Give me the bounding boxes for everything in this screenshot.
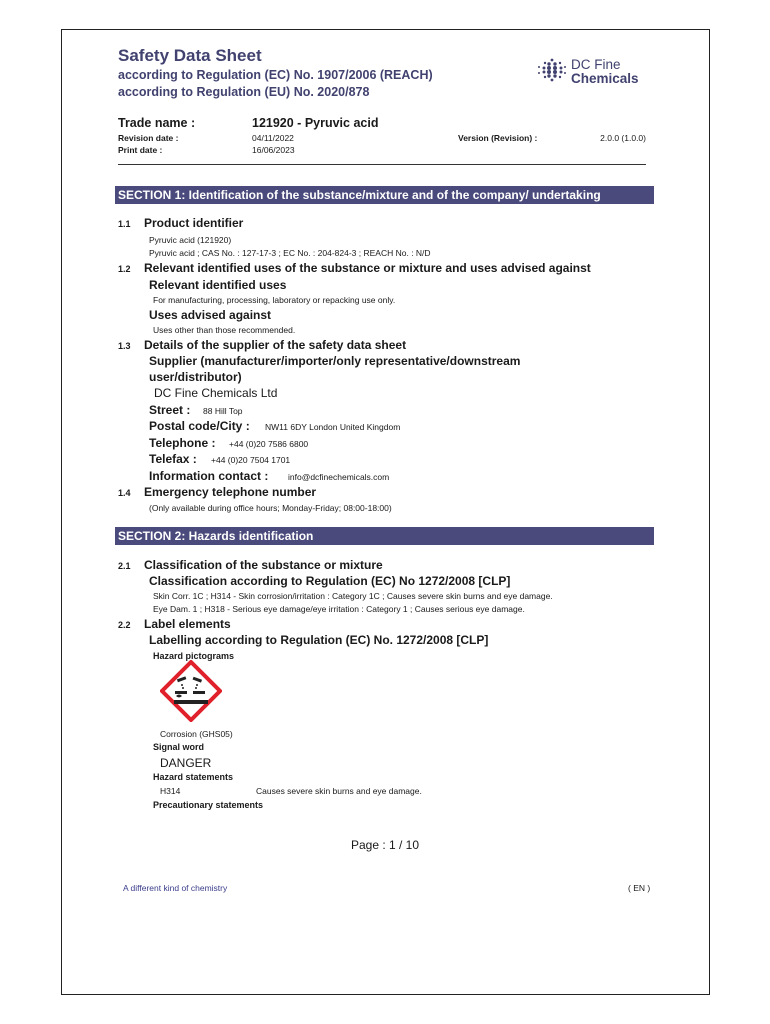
section-2-1-heading: Classification of the substance or mixture — [144, 558, 383, 572]
pictogram-caption: Corrosion (GHS05) — [160, 729, 233, 739]
section-1-1-number: 1.1 — [118, 219, 131, 229]
section-2-2-heading: Label elements — [144, 617, 231, 631]
product-identifier-line-1: Pyruvic acid (121920) — [149, 235, 232, 245]
telefax-label: Telefax : — [149, 452, 197, 466]
hazard-pictograms-heading: Hazard pictograms — [153, 651, 235, 661]
section-1-3-heading: Details of the supplier of the safety data sheet — [144, 338, 407, 352]
emergency-hours-text: (Only available during office hours; Monday-Friday; 08:00-18:00) — [149, 503, 392, 513]
print-date-label: Print date : — [118, 145, 163, 155]
signal-word-heading: Signal word — [153, 742, 205, 752]
telephone-label: Telephone : — [149, 436, 216, 450]
footer-language: ( EN ) — [628, 883, 651, 893]
company-name: DC Fine Chemicals Ltd — [154, 386, 278, 400]
classification-line-1: Skin Corr. 1C ; H314 - Skin corrosion/irritation : Category 1C ; Causes severe skin burns and eye damage. — [153, 591, 553, 601]
section-2-1-number: 2.1 — [118, 561, 131, 571]
regulation-line-2: according to Regulation (EU) No. 2020/878 — [118, 85, 370, 99]
page-number: Page : 1 / 10 — [350, 838, 420, 852]
classification-line-2: Eye Dam. 1 ; H318 - Serious eye damage/eye irritation : Category 1 ; Causes serious eye damage. — [153, 604, 525, 614]
information-contact-email[interactable]: info@dcfinechemicals.com — [288, 472, 390, 482]
relevant-uses-text: For manufacturing, processing, laboratory or repacking use only. — [153, 295, 396, 305]
revision-date-label: Revision date : — [118, 133, 179, 143]
labelling-clp-heading: Labelling according to Regulation (EC) No. 1272/2008 [CLP] — [149, 633, 489, 647]
information-contact-label: Information contact : — [149, 469, 269, 483]
telephone-value: +44 (0)20 7586 6800 — [229, 439, 309, 449]
signal-word-value: DANGER — [160, 756, 212, 770]
section-1-2-number: 1.2 — [118, 264, 131, 274]
supplier-heading-line-1: Supplier (manufacturer/importer/only representative/downstream — [149, 354, 521, 368]
hazard-statements-heading: Hazard statements — [153, 772, 234, 782]
street-value: 88 Hill Top — [203, 406, 243, 416]
trade-name-label: Trade name : — [118, 116, 196, 130]
section-2-header: SECTION 2: Hazards identification — [115, 527, 654, 545]
classification-clp-heading: Classification according to Regulation (EC) No 1272/2008 [CLP] — [149, 574, 511, 588]
trade-name-value: 121920 - Pyruvic acid — [252, 116, 379, 130]
molecule-dots-icon — [536, 57, 568, 83]
logo-text-line-1: DC Fine — [571, 57, 621, 72]
supplier-heading-line-2: user/distributor) — [149, 370, 242, 384]
telefax-value: +44 (0)20 7504 1701 — [211, 455, 291, 465]
section-1-4-heading: Emergency telephone number — [144, 485, 317, 499]
print-date-value: 16/06/2023 — [252, 145, 295, 155]
hazard-statement-text: Causes severe skin burns and eye damage. — [256, 786, 422, 796]
revision-date-value: 04/11/2022 — [252, 133, 294, 143]
uses-advised-against-text: Uses other than those recommended. — [153, 325, 296, 335]
header-divider — [118, 164, 646, 165]
postal-city-value: NW11 6DY London United Kingdom — [265, 422, 401, 432]
uses-advised-against-heading: Uses advised against — [149, 308, 272, 322]
street-label: Street : — [149, 403, 191, 417]
hazard-code: H314 — [160, 786, 181, 796]
section-1-4-number: 1.4 — [118, 488, 131, 498]
regulation-line-1: according to Regulation (EC) No. 1907/2006 (REACH) — [118, 68, 433, 82]
product-identifier-line-2: Pyruvic acid ; CAS No. : 127-17-3 ; EC No. : 204-824-3 ; REACH No. : N/D — [149, 248, 431, 258]
corrosion-ghs05-icon — [160, 660, 222, 722]
section-1-3-number: 1.3 — [118, 341, 131, 351]
document-title: Safety Data Sheet — [118, 46, 262, 65]
company-logo — [536, 57, 646, 87]
postal-city-label: Postal code/City : — [149, 419, 250, 433]
version-label: Version (Revision) : — [458, 133, 538, 143]
section-2-2-number: 2.2 — [118, 620, 131, 630]
logo-text-line-2: Chemicals — [571, 71, 639, 86]
section-1-1-heading: Product identifier — [144, 216, 244, 230]
relevant-uses-heading: Relevant identified uses — [149, 278, 287, 292]
version-value: 2.0.0 (1.0.0) — [600, 133, 646, 143]
footer-slogan: A different kind of chemistry — [123, 883, 228, 893]
precautionary-statements-heading: Precautionary statements — [153, 800, 264, 810]
section-1-header: SECTION 1: Identification of the substance/mixture and of the company/ undertaking — [115, 186, 654, 204]
section-1-2-heading: Relevant identified uses of the substance or mixture and uses advised against — [144, 261, 591, 275]
